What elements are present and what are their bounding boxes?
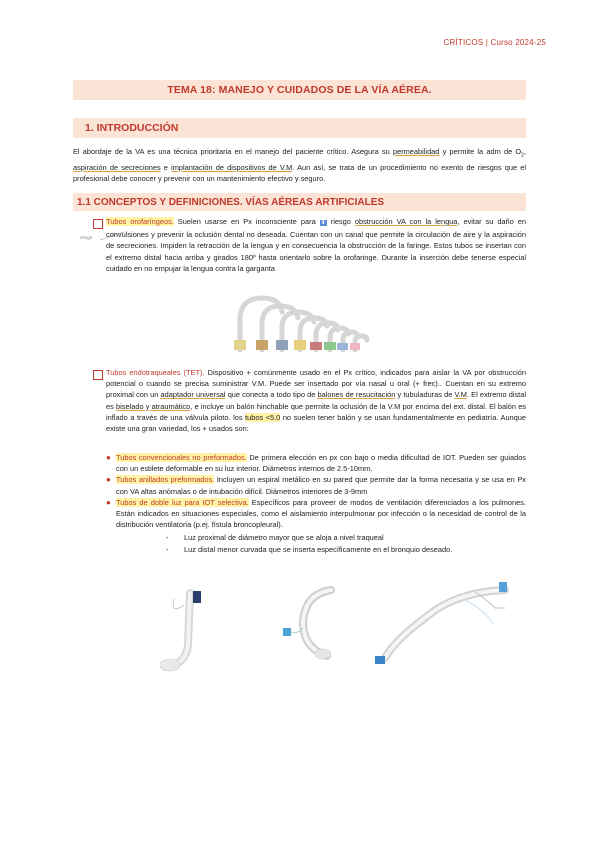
tube-types-list [106, 452, 527, 555]
sub-list-item: - Luz proximal de diámetro mayor que se aloja a nivel traqueal [166, 533, 384, 543]
list-item: ● Tubos anillados preformados. Incluyen un espiral metálico en su pared que permite dar la forma necesaria y se usa en Px con VA altas anómalas o de intubación difícil. Diámetros interiores de 3-9mm [106, 475, 526, 496]
page-title: TEMA 18: MANEJO Y CUIDADOS DE LA VÍA AÉREA. [167, 84, 432, 96]
orofaringeos-paragraph: Tubos orofaríngeos. Suelen usarse en Px inconsciente para ⬇ riesgo obstrucción VA con la lengua, evitar su daño en convulsiones y prevenir la oclusión dental no deseada. Cuentan con un canal que permite la circulación de aire y la aspiración de secreciones. Impiden la retracción de la lengua y en consecuencia la obstrucción de la faringe. Estos tubos se insertan con el extremo distal hacia arriba y girados 180º hasta orientarlo sobre la orofaringe. Durante la inserción debe tenerse especial cuidado en no empujar la lengua contra la garganta [106, 217, 526, 273]
endotracheal-tube-image-3 [365, 578, 520, 673]
section-heading-introduccion [73, 118, 526, 138]
intro-paragraph: El abordaje de la VA es una técnica prioritaria en el manejo del paciente crítico. Asegura su permeabilidad y permite la adm de $O_2$, aspiración de secreciones e implantación de dispositivos de V.M. Aun así, se trata de un procedimiento no exento de riesgos que el profesional debe conocer y prevenir con un mantenimiento efectivo y seguro. [73, 147, 527, 183]
list-item: ● Tubos convencionales no preformados. De primera elección en px con bajo o media dificultad de IOT. Pueden ser guiados con un estilete deformable en su luz interior. Diámetros internos de 2.5-10mm. [106, 453, 526, 474]
title-bar [73, 80, 526, 100]
list-item: ● Tubos de doble luz para IOT selectiva. Específicos para proveer de modos de ventilación diferenciados a los pulmones. Están indicados en situaciones especiales, como el aislamiento interpulmonar por infección o la necesidad de control de la distribución ventilatoria (p.ej. fístula broncopleural). [106, 497, 527, 530]
down-arrow-icon: ⬇ [320, 220, 326, 226]
sub-list-item: - Luz distal menor curvada que se inserta específicamente en el bronquio deseado. [166, 544, 453, 554]
checkbox-tet[interactable] [93, 370, 103, 380]
endotracheal-tube-image-1 [150, 585, 230, 680]
header-course: CRÍTICOS | Curso 2024-25 [443, 38, 546, 47]
subsection-heading-text: 1.1 CONCEPTOS Y DEFINICIONES. VÍAS AÉREAS ARTIFICIALES [77, 196, 385, 208]
subsection-heading [73, 193, 526, 211]
endotracheal-tube-image-2 [275, 582, 355, 667]
tet-paragraph-first: Tubos endotraqueales (TET). Dispositivo + comúnmente usado en el Px crítico, indicados para aislar la VA por obstrucción potencial o cuando se precisa suministrar V.M. Puede ser insertado por vía nasal u oral (+ frec).. Cuentan en su extremo proximal con un adaptador universal que conecta a todo tipo de balones de resucitación y tubuladuras de V.M. El extremo distal es biselado y atraumático, e incluye un balón hinchable que permite la oclusión de la V.M por encima del ext. distal. El balón es inflado a través de una válvula piloto. los tubos <5.0 no suelen tener balón y se usan fundamentalmente en pediatría. Aunque existe una gran variedad, los + usados son: [106, 368, 526, 434]
checkbox-orofaringeos[interactable] [93, 219, 103, 229]
margin-note: riesgo [80, 235, 93, 240]
orofaringeal-tubes-image [220, 290, 390, 360]
section-heading-text: 1. INTRODUCCIÓN [85, 122, 179, 134]
